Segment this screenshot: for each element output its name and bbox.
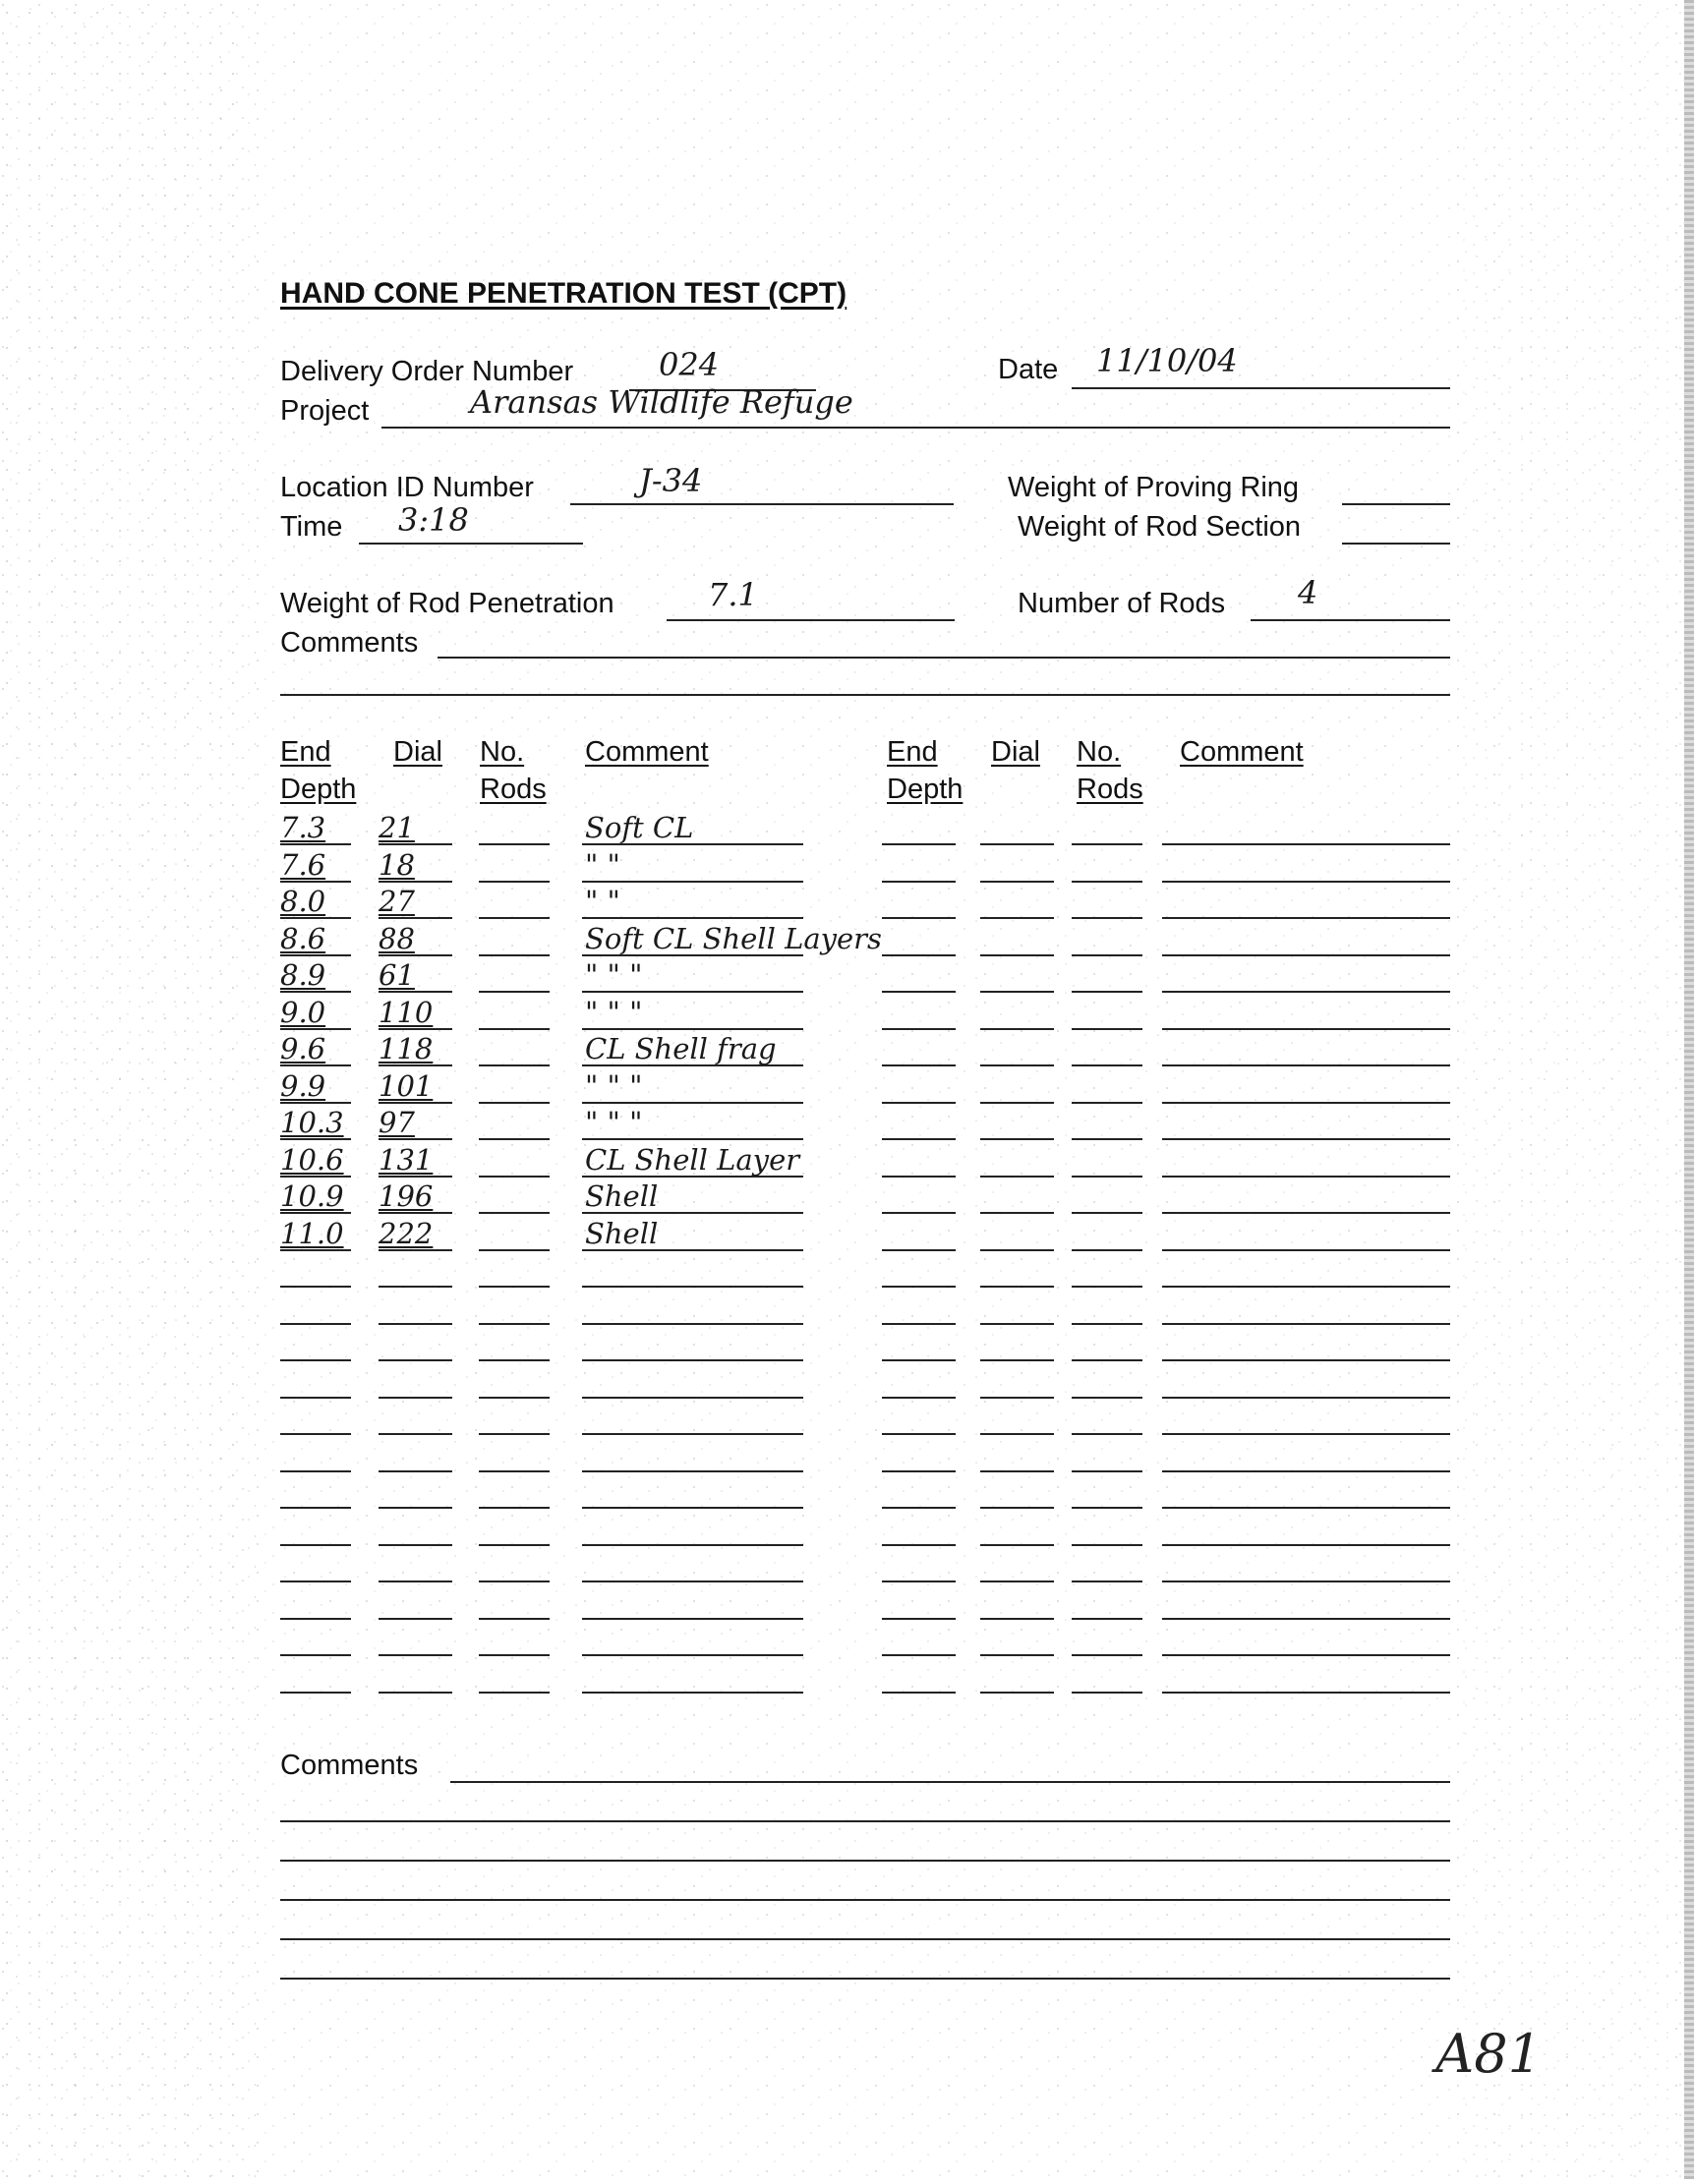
row-line — [479, 1433, 550, 1435]
number-of-rods-line — [1251, 619, 1450, 621]
row-line — [1072, 1138, 1142, 1140]
row-line — [1162, 1286, 1450, 1288]
row-line — [882, 1249, 956, 1251]
cell-comment: " " " — [585, 958, 643, 992]
row-line — [280, 1544, 351, 1546]
bottom-comments-line-6 — [280, 1978, 1450, 1980]
row-line — [882, 1323, 956, 1325]
row-line — [882, 1359, 956, 1361]
number-of-rods-value: 4 — [1298, 574, 1318, 611]
cell-dial: 18 — [379, 848, 415, 882]
row-line — [882, 1176, 956, 1178]
date-line — [1072, 387, 1450, 389]
cell-end-depth: 10.3 — [280, 1106, 344, 1139]
row-line — [980, 1654, 1054, 1656]
row-line — [980, 954, 1054, 956]
row-line — [1072, 991, 1142, 993]
row-line — [1072, 843, 1142, 845]
row-line — [582, 1654, 803, 1656]
row-line — [280, 1323, 351, 1325]
project-line — [381, 427, 1450, 429]
row-line — [1072, 1507, 1142, 1509]
row-line — [1072, 1397, 1142, 1399]
cell-end-depth: 8.0 — [280, 885, 326, 918]
bottom-comments-line-1 — [450, 1781, 1450, 1783]
weight-proving-ring-label: Weight of Proving Ring — [1008, 472, 1300, 503]
row-line — [479, 991, 550, 993]
row-line — [1072, 1286, 1142, 1288]
cell-comment: " " — [585, 885, 620, 918]
col-end-depth-right: End Depth — [887, 736, 964, 805]
row-line — [980, 1618, 1054, 1620]
row-line — [980, 881, 1054, 883]
row-line — [1072, 1581, 1142, 1582]
row-line — [582, 1433, 803, 1435]
row-line — [882, 1212, 956, 1214]
row-line — [980, 1249, 1054, 1251]
row-line — [1162, 1692, 1450, 1694]
row-line — [1162, 1581, 1450, 1582]
cell-comment: Shell — [585, 1217, 659, 1250]
row-line — [882, 1470, 956, 1472]
row-line — [379, 1618, 452, 1620]
location-id-line — [570, 503, 954, 505]
row-line — [479, 1286, 550, 1288]
cell-end-depth: 9.6 — [280, 1032, 326, 1065]
row-line — [980, 1433, 1054, 1435]
col-dial-right: Dial — [991, 736, 1040, 768]
cell-dial: 118 — [379, 1032, 434, 1065]
cell-dial: 110 — [379, 996, 434, 1029]
row-line — [980, 1544, 1054, 1546]
row-line — [280, 1286, 351, 1288]
row-line — [1072, 1470, 1142, 1472]
row-line — [882, 1286, 956, 1288]
row-line — [882, 1654, 956, 1656]
row-line — [1162, 1212, 1450, 1214]
bottom-comments-line-5 — [280, 1938, 1450, 1940]
row-line — [379, 1507, 452, 1509]
time-label: Time — [280, 511, 343, 543]
row-line — [1162, 1102, 1450, 1104]
row-line — [1072, 1359, 1142, 1361]
row-line — [980, 1323, 1054, 1325]
cell-end-depth: 8.6 — [280, 922, 326, 955]
row-line — [1072, 881, 1142, 883]
row-line — [582, 1286, 803, 1288]
row-line — [882, 1102, 956, 1104]
weight-rod-penetration-line — [667, 619, 955, 621]
row-line — [379, 1544, 452, 1546]
cell-end-depth: 7.6 — [280, 848, 326, 882]
row-line — [1162, 1618, 1450, 1620]
row-line — [379, 1692, 452, 1694]
row-line — [479, 1249, 550, 1251]
date-label: Date — [998, 354, 1059, 385]
row-line — [882, 1028, 956, 1030]
row-line — [882, 1433, 956, 1435]
cell-comment: " " " — [585, 1069, 643, 1103]
cell-comment: " " " — [585, 1106, 643, 1139]
top-comments-line-2 — [280, 694, 1450, 696]
cell-comment: " " — [585, 848, 620, 882]
row-line — [980, 991, 1054, 993]
weight-rod-penetration-label: Weight of Rod Penetration — [280, 588, 614, 619]
row-line — [479, 1654, 550, 1656]
row-line — [980, 1176, 1054, 1178]
row-line — [1072, 1176, 1142, 1178]
row-line — [1162, 1064, 1450, 1066]
row-line — [479, 1397, 550, 1399]
cell-dial: 61 — [379, 958, 415, 992]
col-end-depth-left: End Depth — [280, 736, 357, 805]
row-line — [980, 917, 1054, 919]
date-value: 11/10/04 — [1096, 342, 1238, 379]
row-line — [1162, 881, 1450, 883]
row-line — [479, 1212, 550, 1214]
row-line — [582, 1544, 803, 1546]
cell-end-depth: 11.0 — [280, 1217, 344, 1250]
row-line — [1162, 954, 1450, 956]
row-line — [479, 1470, 550, 1472]
row-line — [980, 1102, 1054, 1104]
row-line — [280, 1507, 351, 1509]
cell-comment: CL Shell Layer — [585, 1143, 800, 1177]
row-line — [479, 843, 550, 845]
cell-end-depth: 10.6 — [280, 1143, 344, 1177]
cell-comment: Shell — [585, 1179, 659, 1213]
row-line — [1162, 1544, 1450, 1546]
row-line — [1162, 917, 1450, 919]
row-line — [882, 954, 956, 956]
row-line — [582, 1692, 803, 1694]
row-line — [379, 1470, 452, 1472]
weight-proving-ring-line — [1342, 503, 1450, 505]
row-line — [479, 1064, 550, 1066]
cell-end-depth: 9.9 — [280, 1069, 326, 1103]
weight-rod-section-line — [1342, 543, 1450, 545]
col-comment-left: Comment — [585, 736, 709, 768]
row-line — [980, 1359, 1054, 1361]
row-line — [582, 1470, 803, 1472]
weight-rod-penetration-value: 7.1 — [708, 576, 758, 613]
cell-dial: 131 — [379, 1143, 434, 1177]
cell-end-depth: 8.9 — [280, 958, 326, 992]
col-dial-left: Dial — [393, 736, 442, 768]
row-line — [479, 881, 550, 883]
row-line — [582, 1323, 803, 1325]
row-line — [882, 1138, 956, 1140]
bottom-comments-label: Comments — [280, 1750, 419, 1781]
row-line — [582, 1507, 803, 1509]
row-line — [882, 1692, 956, 1694]
col-no-rods-right: No. Rods — [1077, 736, 1143, 805]
row-line — [379, 1581, 452, 1582]
row-line — [1072, 1028, 1142, 1030]
row-line — [882, 1397, 956, 1399]
row-line — [479, 1359, 550, 1361]
row-line — [882, 1064, 956, 1066]
row-line — [882, 917, 956, 919]
location-id-label: Location ID Number — [280, 472, 534, 503]
weight-rod-section-label: Weight of Rod Section — [1018, 511, 1302, 543]
time-line — [359, 543, 583, 545]
row-line — [1072, 917, 1142, 919]
row-line — [1072, 1212, 1142, 1214]
cell-comment: Soft CL Shell Layers — [585, 922, 882, 955]
cell-dial: 21 — [379, 811, 415, 844]
form-title: HAND CONE PENETRATION TEST (CPT) — [280, 277, 847, 310]
row-line — [1162, 1323, 1450, 1325]
row-line — [882, 1544, 956, 1546]
row-line — [1162, 1397, 1450, 1399]
row-line — [280, 1359, 351, 1361]
row-line — [479, 1692, 550, 1694]
row-line — [479, 1618, 550, 1620]
bottom-comments-line-4 — [280, 1899, 1450, 1901]
row-line — [980, 1397, 1054, 1399]
row-line — [980, 1507, 1054, 1509]
row-line — [1162, 1138, 1450, 1140]
row-line — [479, 1176, 550, 1178]
row-line — [280, 1618, 351, 1620]
row-line — [1162, 1433, 1450, 1435]
cell-dial: 196 — [379, 1179, 434, 1213]
cell-dial: 88 — [379, 922, 415, 955]
row-line — [379, 1323, 452, 1325]
row-line — [1072, 1654, 1142, 1656]
row-line — [980, 1028, 1054, 1030]
row-line — [882, 881, 956, 883]
delivery-order-value: 024 — [659, 346, 720, 383]
cell-dial: 27 — [379, 885, 415, 918]
row-line — [1072, 1692, 1142, 1694]
row-line — [1162, 1359, 1450, 1361]
row-line — [980, 1692, 1054, 1694]
row-line — [582, 1581, 803, 1582]
project-label: Project — [280, 395, 370, 427]
row-line — [980, 1212, 1054, 1214]
row-line — [1162, 1176, 1450, 1178]
row-line — [280, 1581, 351, 1582]
row-line — [980, 843, 1054, 845]
row-line — [980, 1138, 1054, 1140]
row-line — [980, 1470, 1054, 1472]
row-line — [1072, 1544, 1142, 1546]
row-line — [280, 1433, 351, 1435]
row-line — [980, 1064, 1054, 1066]
row-line — [1162, 991, 1450, 993]
row-line — [280, 1397, 351, 1399]
row-line — [980, 1581, 1054, 1582]
row-line — [479, 1581, 550, 1582]
cell-dial: 101 — [379, 1069, 434, 1103]
row-line — [479, 1507, 550, 1509]
cell-comment: Soft CL — [585, 811, 694, 844]
row-line — [479, 954, 550, 956]
cell-end-depth: 7.3 — [280, 811, 326, 844]
row-line — [479, 1028, 550, 1030]
row-line — [1072, 1249, 1142, 1251]
project-value: Aransas Wildlife Refuge — [470, 383, 853, 421]
row-line — [1162, 1470, 1450, 1472]
row-line — [980, 1286, 1054, 1288]
row-line — [1162, 1249, 1450, 1251]
top-comments-line-1 — [438, 657, 1450, 659]
row-line — [379, 1286, 452, 1288]
row-line — [1162, 1507, 1450, 1509]
row-line — [1162, 1028, 1450, 1030]
location-id-value: J-34 — [639, 462, 703, 499]
row-line — [280, 1692, 351, 1694]
row-line — [379, 1433, 452, 1435]
row-line — [280, 1654, 351, 1656]
number-of-rods-label: Number of Rods — [1018, 588, 1226, 619]
row-line — [479, 1544, 550, 1546]
top-comments-label: Comments — [280, 627, 419, 659]
row-line — [1072, 954, 1142, 956]
row-line — [379, 1654, 452, 1656]
row-line — [582, 1618, 803, 1620]
col-no-rods-left: No. Rods — [480, 736, 547, 805]
page-number: A81 — [1435, 2023, 1542, 2085]
cell-dial: 97 — [379, 1106, 415, 1139]
row-line — [1072, 1618, 1142, 1620]
row-line — [1162, 1654, 1450, 1656]
cell-comment: " " " — [585, 996, 643, 1029]
row-line — [479, 917, 550, 919]
row-line — [882, 1618, 956, 1620]
row-line — [479, 1102, 550, 1104]
row-line — [379, 1359, 452, 1361]
delivery-order-label: Delivery Order Number — [280, 356, 574, 387]
cell-dial: 222 — [379, 1217, 434, 1250]
cell-end-depth: 10.9 — [280, 1179, 344, 1213]
row-line — [379, 1397, 452, 1399]
row-line — [882, 991, 956, 993]
row-line — [582, 1359, 803, 1361]
row-line — [479, 1138, 550, 1140]
scan-edge — [1684, 0, 1694, 2179]
row-line — [882, 1581, 956, 1582]
row-line — [479, 1323, 550, 1325]
bottom-comments-line-2 — [280, 1820, 1450, 1822]
time-value: 3:18 — [398, 501, 469, 539]
row-line — [582, 1397, 803, 1399]
col-comment-right: Comment — [1180, 736, 1304, 768]
cell-end-depth: 9.0 — [280, 996, 326, 1029]
row-line — [1072, 1064, 1142, 1066]
row-line — [280, 1470, 351, 1472]
row-line — [1162, 843, 1450, 845]
row-line — [882, 1507, 956, 1509]
bottom-comments-line-3 — [280, 1860, 1450, 1862]
row-line — [882, 843, 956, 845]
cell-comment: CL Shell frag — [585, 1032, 777, 1065]
row-line — [1072, 1102, 1142, 1104]
row-line — [1072, 1433, 1142, 1435]
row-line — [1072, 1323, 1142, 1325]
